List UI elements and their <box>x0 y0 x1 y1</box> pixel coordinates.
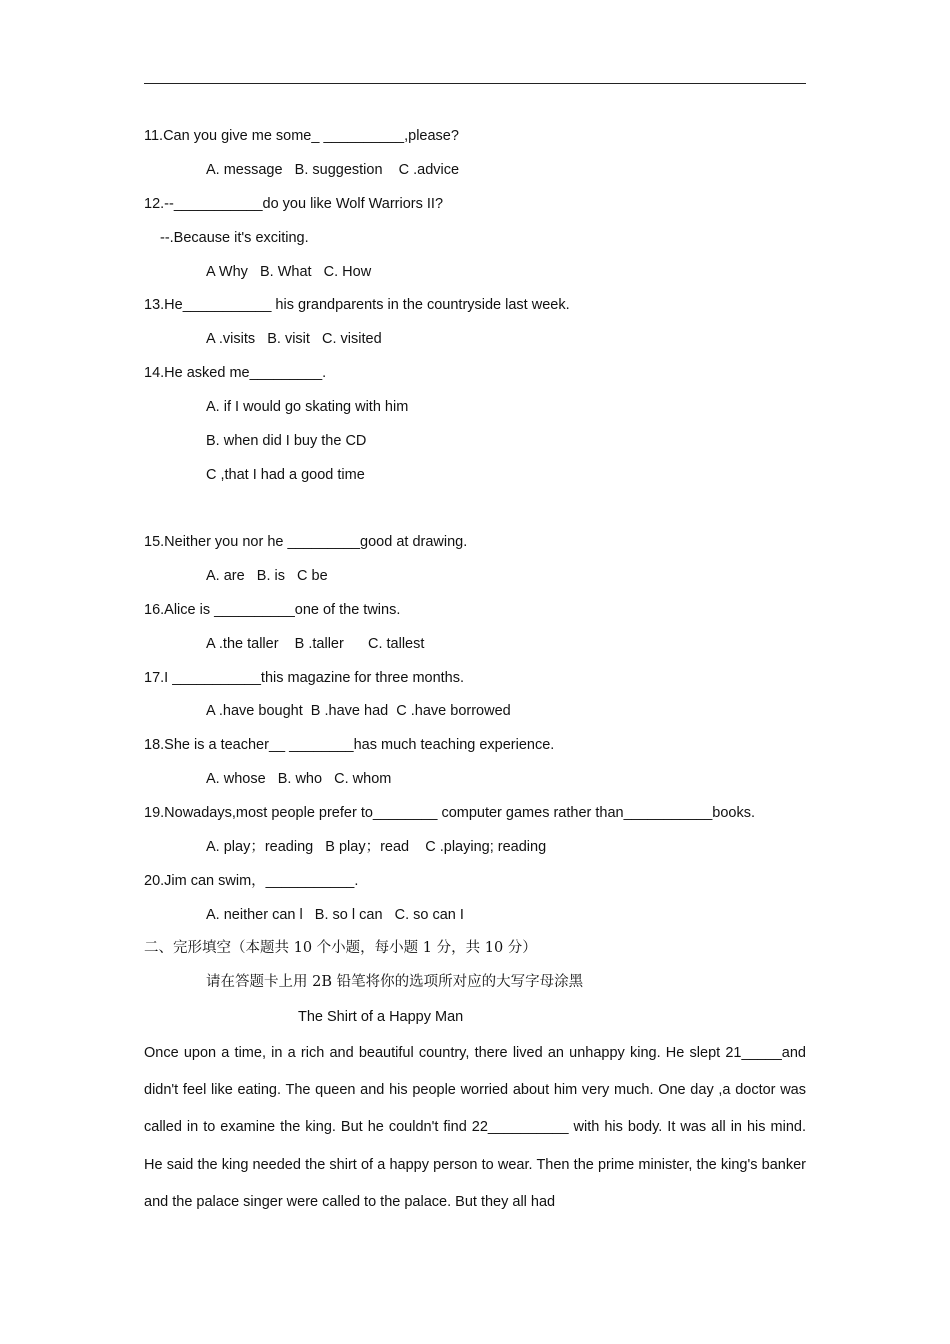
question-12-options: A Why B. What C. How <box>206 264 372 280</box>
question-17-options: A .have bought B .have had C .have borrowed <box>206 703 511 719</box>
passage-text: Once upon a time, in a rich and beautiful country, there lived an unhappy king. He slept 21_____and didn't feel like eating. The queen and his people worried about him very much. One day ,a doctor was called in to examine the king. But he couldn't find 22__________ with his body. It was all in his mind. He said the king needed the shirt of a happy person to wear. Then the prime minister, the king's banker and the palace singer were called to the palace. But they all had <box>144 1045 806 1210</box>
question-12-reply: --.Because it's exciting. <box>160 230 309 246</box>
question-11: 11.Can you give me some_ __________,please? <box>144 128 459 144</box>
question-13-options: A .visits B. visit C. visited <box>206 331 382 347</box>
question-19-options: A. play；reading B play；read C .playing; reading <box>206 839 547 855</box>
question-19: 19.Nowadays,most people prefer to________ computer games rather than___________books. <box>144 805 756 821</box>
question-14: 14.He asked me_________. <box>144 365 327 381</box>
header-rule <box>144 83 806 84</box>
question-16-options: A .the taller B .taller C. tallest <box>206 636 425 652</box>
question-14-option-a: A. if I would go skating with him <box>206 399 409 415</box>
question-17: 17.I ___________this magazine for three months. <box>144 670 465 686</box>
section-2-instruction: 请在答题卡上用 2B 铅笔将你的选项所对应的大写字母涂黑 <box>206 974 584 990</box>
question-16: 16.Alice is __________one of the twins. <box>144 602 401 618</box>
question-12: 12.--___________do you like Wolf Warriors II? <box>144 196 444 212</box>
question-18-options: A. whose B. who C. whom <box>206 771 392 787</box>
question-20: 20.Jim can swim，___________. <box>144 873 359 889</box>
question-15-options: A. are B. is C be <box>206 568 328 584</box>
question-20-options: A. neither can l B. so l can C. so can I <box>206 907 464 923</box>
question-13: 13.He___________ his grandparents in the countryside last week. <box>144 297 570 313</box>
question-14-option-b: B. when did I buy the CD <box>206 433 367 449</box>
section-2-heading: 二、完形填空（本题共 10 个小题，每小题 1 分，共 10 分） <box>144 940 537 956</box>
question-11-options: A. message B. suggestion C .advice <box>206 162 460 178</box>
passage-title: The Shirt of a Happy Man <box>298 1009 464 1025</box>
question-18: 18.She is a teacher__ ________has much teaching experience. <box>144 737 555 753</box>
question-15: 15.Neither you nor he _________good at drawing. <box>144 534 468 550</box>
question-14-option-c: C ,that I had a good time <box>206 467 365 483</box>
